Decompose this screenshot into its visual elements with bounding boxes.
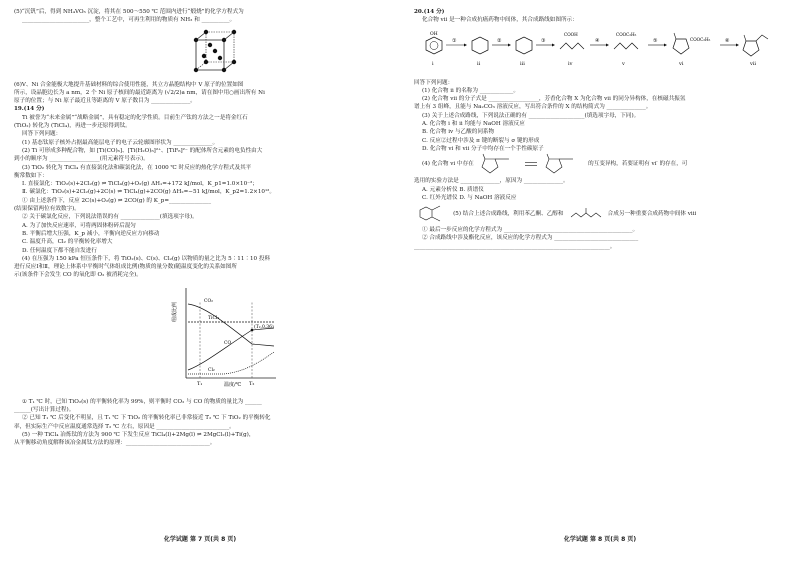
q19-4-line3: 示(该条件下会发生 CO 的氧化即 O₂ 被消耗完全)。 (14, 272, 142, 279)
diethyl-carbonate-figure (569, 207, 603, 221)
crystal-cell-figure (192, 28, 238, 74)
scheme-arrow-3: ③ (541, 37, 546, 44)
q19-4-sub2-line2: 率，但实际生产中反应温度通常选择 T₂ ℃ 左右，原因是 __________________________。 (14, 423, 235, 430)
q19-3-line2: 衡常数如下： (14, 172, 48, 179)
q19-4-line2: 进行反应Ⅰ和Ⅱ，理论上体系中平衡时气体组成比例(物质的量分数)随温度变化的关系如图所 (14, 264, 237, 271)
q19-3-eq2: Ⅱ. 碳氯化：TiO₂(s)+2Cl₂(g)+2C(s) ⇌ TiCl₄(g)+2CO(g) ΔH₂=−51 kJ/mol，K_p2=1.2×10¹²。 (22, 189, 276, 196)
q19-intro-2: (TiO₂) 转化为 (TiCl₄)，再进一步还原得到钛。 (14, 123, 131, 130)
scheme-label-ii: ii (477, 60, 481, 67)
right-page (400, 0, 800, 565)
q20-option-b: B. 化合物 iv 与乙酸的同系物 (422, 129, 495, 136)
q18-6-line2: 所示，设晶胞边长为 a nm，2 个 Ni 原子核间的最近距离为 (√2/2)a nm，请在图中用○画出所有 Ni (14, 89, 265, 96)
tautomer-enol-figure (543, 153, 583, 175)
footer-page-7: 化学试题 第 7 页(共 8 页) (163, 536, 237, 543)
scheme-arrow-2: ② (497, 37, 502, 44)
q19-4-sub1-line1: ① T₁ ℃ 时，已知 TiO₂(s) 的平衡转化率为 99%，则平衡时 CO₂ 与 CO 的物质的量比为 ______ (22, 398, 262, 405)
q19-intro-1: Ti 被誉为“未来金属”“战略金属”，具有稳定的化学性质。目前生产钛的方法之一是将金红石 (22, 114, 248, 121)
q19-3-q2: ② 关于碳氯化反应，下列说法错误的有 ______________(填选项字母)。 (22, 214, 198, 221)
q18-6-line1: (6)V、Ni 合金能极大地提升基础材料的综合使用性能，其立方晶胞结构中 V 原子的位置如图 (14, 81, 244, 88)
chart-label-co: CO (224, 340, 232, 346)
chart-label-co2: CO₂ (204, 298, 213, 304)
q20-5-structure-row (414, 202, 786, 226)
synthesis-route-scheme (414, 27, 786, 71)
scheme-label-iv: iv (568, 60, 573, 67)
chart-point-label: (T₂,0.36) (254, 324, 274, 330)
q19-3-option-c: C. 温度升高，Cl₂ 的平衡转化率增大 (22, 239, 113, 246)
scheme-label-v: v (622, 60, 625, 67)
q18-5-line2: ________________________，整个工艺中，可再生利用的物质有 NH₃ 和 __________。 (22, 17, 236, 24)
chart-line-co (188, 328, 274, 370)
scheme-label-vii: vii (750, 60, 757, 67)
q20-4-structure-row (414, 153, 786, 177)
chart-tick-t2: T₂ (249, 380, 255, 387)
scheme-arrow-4: ④ (595, 37, 600, 44)
q20-answer-0: 回答下列问题： (414, 79, 454, 86)
scheme-group-cooh: COOH (564, 31, 578, 37)
q20-answer-3: 谱上有 3 组峰，且能与 Na₂CO₃ 溶液反应，写出符合条件的 X 的结构简式为 ______________。 (414, 104, 652, 111)
q19-3-line1: (3) TiO₂ 转化为 TiCl₄ 有直接氯化法和碳氯化法，在 1000 ℃ 时反应的热化学方程式及其平 (22, 164, 252, 171)
q20-option-c: C. 反应②过程中涉及 π 键的断裂与 σ 键的形成 (422, 137, 540, 144)
q20-5-text-b: 合成另一种重要合成药物中间体 viii (607, 211, 697, 217)
q19-4-sub1-line2: ______(写出计算过程)。 (14, 407, 75, 414)
scheme-label-i: i (432, 60, 434, 67)
q19-2-line1: (2) Ti 可形成多种配合物，如 [Ti(CO)₆]、[Ti(H₂O)₆]²⁺、[TiF₆]²⁻ 的配体所含元素的电负性由大 (22, 147, 263, 154)
q20-4-options-cd: C. 红外光谱仪 D. 与 NaOH 溶液反应 (422, 194, 517, 201)
chart-label-cl2: Cl₂ (208, 367, 215, 373)
chart-label-ticl4: TiCl₄ (208, 315, 220, 321)
q19-3-option-d: D. 任何温度下都不能自发进行 (22, 247, 97, 254)
tautomer-keto-figure (479, 153, 519, 175)
chart-tick-t1: T₁ (197, 380, 203, 387)
q18-6-line3: 原子的位置；与 Ni 原子最近且等距离的 V 原子数目为 ______________。 (14, 98, 196, 105)
q19-3-option-a: A. 为了加快反应速率，可将两固体粉碎后混匀 (22, 222, 136, 229)
q19-4-sub2-line1: ② 已知 T₁ ℃ 后变化不明显，且 T₁ ℃ 下 TiO₂ 的平衡转化率已非常接近 T₂ ℃ 下 TiO₂ 的平衡转化 (22, 415, 271, 422)
q19-3-kp-note: (结果保留两位有效数字)。 (14, 206, 80, 213)
equilibrium-arrow-icon (524, 159, 538, 169)
q20-4-options-ab: A. 元素分析仪 B. 质谱仪 (422, 186, 484, 193)
scheme-group-ester-2: COOC₂H₅ (690, 36, 711, 42)
q19-3-option-b: B. 平衡后增大压强，K_p 减小，平衡向逆反应方向移动 (22, 230, 160, 237)
q20-intro: 化合物 vii 是一种合成抗癌药物中间体，其合成路线如图所示： (422, 17, 578, 24)
q19-3-kp: ① 由上述条件下，反应 2C(s)+O₂(g) ⇌ 2CO(g) 的 K_p=_______________ (22, 197, 211, 204)
chart-xlabel: 温度/℃ (224, 381, 242, 388)
q19-intro-3: 回答下列问题： (22, 131, 62, 138)
q20-answer-2: (2) 化合物 vii 的分子式是 __________________，芳香化合物 X 为化合物 vii 的同分异构体，在核磁共振氢 (422, 96, 686, 103)
composition-temperature-chart (164, 282, 284, 392)
scheme-group-ester-1: COOC₂H₅ (616, 31, 637, 37)
scheme-arrow-5: ⑤ (653, 37, 658, 44)
q20-title: 20.(14 分) (414, 9, 445, 15)
q20-4-text-b: 的互变异构，若要证明有 vi′ 的存在，可 (588, 161, 688, 168)
q19-4-line1: (4) 在压强为 150 kPa 恒压条件下，将 TiO₂(s)、C(s)、Cl₂(g) 以物质的量之比为 5∶11∶10 投料 (22, 255, 271, 262)
q19-5-line2: 从平衡移动角度解释该冶金属钛方法的原理：______________________________。 (14, 440, 216, 447)
scheme-arrow-6: ⑥ (725, 37, 730, 44)
q19-title: 19.(14 分) (14, 106, 45, 113)
scheme-label-vi: vi (679, 60, 684, 67)
scheme-arrow-1: ① (452, 37, 457, 44)
q20-option-d: D. 化合物 vi 和 vii 分子中均存在一个手性碳原子 (422, 145, 544, 152)
q20-answer-4: (3) 关于上述合成路线，下列说法正确的有 ____________________(填选项字母，下同)。 (422, 112, 640, 119)
chart-ylabel: 组成比例 (172, 301, 178, 322)
scheme-group-oh: OH (430, 31, 438, 37)
q19-2-line2: 到小的顺序为 __________________(用元素符号表示)。 (14, 156, 149, 163)
q19-3-eq1: Ⅰ. 直接氯化：TiO₂(s)+2Cl₂(g) ⇌ TiCl₄(g)+O₂(g) ΔH₁=+172 kJ/mol，K_p1=1.0×10⁻²； (22, 181, 258, 188)
q20-4-text-a: (4) 化合物 vi 中存在 (422, 161, 474, 168)
scheme-label-iii: iii (520, 60, 525, 67)
q20-5-sub2: ② 合成路线中涉及酯化反应，该反应的化学方程式为 ______________________________ (422, 235, 639, 242)
q19-1: (1) 基态钛原子核外占据最高能层电子的电子云轮廓图形状为 ______________。 (22, 139, 219, 146)
q20-5-sub1: ① 最后一步反应的化学方程式为 ______________________________________________。 (422, 227, 639, 234)
footer-page-8: 化学试题 第 8 页(共 8 页) (563, 536, 637, 543)
q20-option-a: A. 化合物 i 和 ii 均能与 NaOH 溶液反应 (422, 121, 525, 128)
q20-answer-1: (1) 化合物 ii 的名称为 ____________。 (422, 87, 519, 94)
target-viii-figure (414, 202, 448, 226)
chart-line-cl2 (188, 352, 274, 374)
q20-4-line2: 选用的实验方法是 ______________，原因为 ______________。 (414, 178, 569, 185)
q20-5-sub2-cont: ______________________________________________________________________。 (414, 243, 616, 250)
q18-5-line1: (5)“沉钒”后，得到 NH₄VO₃ 沉淀，将其在 500～550 ℃ 范围内进行“煅烧”的化学方程式为 (14, 9, 244, 15)
q19-5-line1: (5) 一种 TiCl₄ 冶炼钛的方法为 900 ℃ 下发生反应 TiCl₄(l)+2Mg(l) ⇌ 2MgCl₂(l)+Ti(g)， (22, 431, 255, 438)
q20-5-text-a: (5) 结合上述合成路线，利用苯乙酮、乙醇和 (453, 211, 564, 217)
